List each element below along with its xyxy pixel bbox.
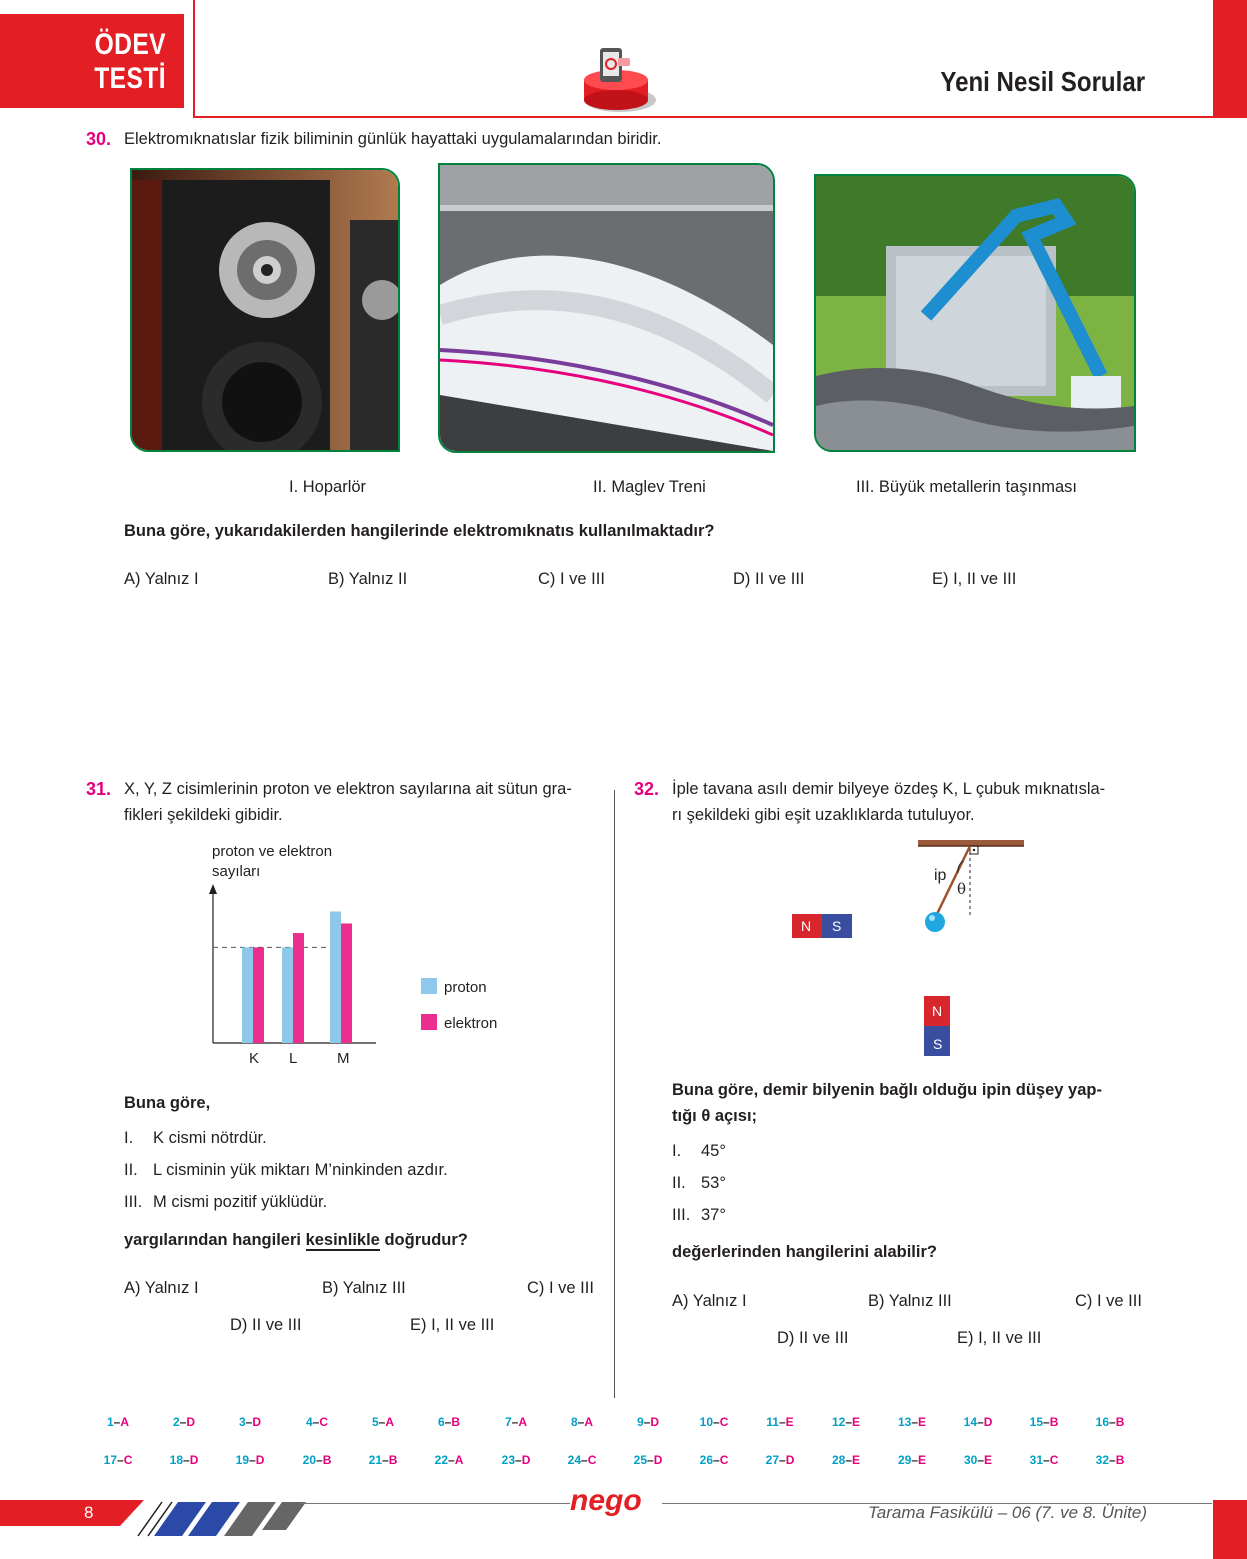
answer-key-item bbox=[164, 1415, 204, 1429]
y-axis-arrow-icon bbox=[209, 884, 217, 894]
answer-key-number: 15 bbox=[1029, 1415, 1043, 1429]
answer-key-number: 8 bbox=[570, 1415, 578, 1429]
q31-statement-1-num: I. bbox=[124, 1129, 134, 1147]
answer-key-item bbox=[1090, 1453, 1130, 1467]
bar-chart bbox=[200, 838, 540, 1070]
q31-ask-pre: yargılarından hangileri bbox=[124, 1231, 301, 1249]
answer-key-item bbox=[760, 1415, 800, 1429]
answer-key-letter: D bbox=[186, 1415, 196, 1429]
test-badge bbox=[0, 14, 184, 108]
q31-statement-3 bbox=[124, 1189, 327, 1215]
answer-key-number: 22 bbox=[434, 1453, 448, 1467]
answer-key-item bbox=[562, 1415, 602, 1429]
speaker-illustration bbox=[132, 170, 398, 450]
answer-key-dash: – bbox=[779, 1453, 786, 1467]
answer-key-dash: – bbox=[845, 1453, 853, 1467]
answer-key-number: 27 bbox=[765, 1453, 779, 1467]
answer-key-number: 11 bbox=[766, 1415, 779, 1429]
answer-key-letter: E bbox=[852, 1415, 861, 1429]
magnet-k-n-label: N bbox=[801, 918, 812, 934]
answer-key-item bbox=[98, 1453, 138, 1467]
q31-statement-3-text: M cismi pozitif yüklüdür. bbox=[153, 1193, 328, 1211]
answer-key-letter: B bbox=[1115, 1415, 1125, 1429]
question-31-ask bbox=[124, 1227, 468, 1253]
answer-key-dash: – bbox=[249, 1453, 256, 1467]
question-31-lead: Buna göre, bbox=[124, 1094, 211, 1112]
iron-ball bbox=[925, 912, 945, 932]
answer-key-number: 12 bbox=[831, 1415, 846, 1429]
answer-key-dash: – bbox=[113, 1415, 121, 1429]
question-32-stem-line1: İple tavana asılı demir bilyeye özdeş K, L çubuk mıknatısla- bbox=[672, 780, 1106, 798]
answer-key-item bbox=[892, 1415, 932, 1429]
answer-key-dash: – bbox=[977, 1453, 985, 1467]
answer-key-letter: E bbox=[785, 1415, 794, 1429]
answer-key-letter: C bbox=[123, 1453, 133, 1467]
answer-key-letter: B bbox=[388, 1453, 398, 1467]
answer-key-dash: – bbox=[1109, 1453, 1116, 1467]
q31-statement-1 bbox=[124, 1125, 267, 1151]
answer-key-number: 20 bbox=[302, 1453, 316, 1467]
answer-key-item bbox=[1090, 1415, 1130, 1429]
answer-key-number: 9 bbox=[636, 1415, 644, 1429]
bar-L-elektron bbox=[293, 933, 304, 1043]
answer-key-item bbox=[694, 1453, 734, 1467]
magnet-k-s-label: S bbox=[832, 918, 842, 934]
bar-K-proton bbox=[242, 947, 253, 1043]
question-30-ask: Buna göre, yukarıdakilerden hangilerinde elektromıknatıs kullanılmaktadır? bbox=[124, 522, 715, 540]
category-label-K: K bbox=[249, 1050, 260, 1067]
answer-key-dash: – bbox=[778, 1415, 786, 1429]
answer-key-item bbox=[628, 1415, 668, 1429]
question-31-stem-line1: X, Y, Z cisimlerinin proton ve elektron sayılarına ait sütun gra- bbox=[124, 780, 572, 798]
answer-key-item bbox=[1024, 1453, 1064, 1467]
answer-key-dash: – bbox=[1043, 1453, 1050, 1467]
answer-key-number: 25 bbox=[633, 1453, 647, 1467]
badge-line-2: TESTİ bbox=[94, 62, 166, 95]
magnet-pendulum-figure bbox=[780, 836, 1040, 1064]
answer-key-item bbox=[164, 1453, 204, 1467]
caption-maglev: II. Maglev Treni bbox=[593, 478, 706, 496]
answer-key-dash: – bbox=[312, 1415, 320, 1429]
q30-option-c[interactable]: C) I ve III bbox=[538, 570, 605, 588]
question-31-stem-line2: fikleri şekildeki gibidir. bbox=[124, 806, 283, 824]
answer-key-dash: – bbox=[378, 1415, 386, 1429]
answer-key-item bbox=[429, 1453, 469, 1467]
answer-key-item bbox=[1024, 1415, 1064, 1429]
answer-key-number: 21 bbox=[368, 1453, 382, 1467]
footer-red-bar bbox=[0, 1500, 120, 1526]
angle-label: θ bbox=[957, 880, 967, 898]
answer-key-letter: D bbox=[653, 1453, 663, 1467]
q31-ask-keyword: kesinlikle bbox=[305, 1231, 380, 1249]
answer-key-number: 2 bbox=[172, 1415, 180, 1429]
legend-swatch-elektron bbox=[421, 1014, 437, 1030]
q31-statement-2-text: L cisminin yük miktarı M’ninkinden azdır. bbox=[153, 1161, 448, 1179]
answer-key-letter: C bbox=[587, 1453, 597, 1467]
q31-statement-1-text: K cismi nötrdür. bbox=[153, 1129, 267, 1147]
answer-key-letter: B bbox=[322, 1453, 332, 1467]
answer-key-letter: E bbox=[984, 1453, 993, 1467]
answer-key-dash: – bbox=[577, 1415, 585, 1429]
q31-option-c[interactable]: C) I ve III bbox=[527, 1279, 594, 1297]
answer-key-dash: – bbox=[845, 1415, 853, 1429]
answer-key-number: 31 bbox=[1029, 1453, 1043, 1467]
answer-key-number: 3 bbox=[238, 1415, 246, 1429]
photo-speaker bbox=[130, 168, 400, 452]
photo-maglev-train bbox=[438, 163, 775, 453]
q32-option-a[interactable]: A) Yalnız I bbox=[672, 1292, 747, 1310]
answer-key-number: 24 bbox=[567, 1453, 581, 1467]
q32-statement-1-text: 45° bbox=[701, 1142, 726, 1160]
legend-label-elektron: elektron bbox=[444, 1015, 498, 1032]
question-number-32: 32. bbox=[634, 779, 660, 799]
magnet-l-s-label: S bbox=[933, 1036, 943, 1052]
q32-statement-3 bbox=[672, 1202, 726, 1228]
bar-K-elektron bbox=[253, 947, 264, 1043]
answer-key-letter: D bbox=[189, 1453, 199, 1467]
answer-key-dash: – bbox=[1109, 1415, 1116, 1429]
answer-key-item bbox=[297, 1415, 337, 1429]
answer-key-item bbox=[826, 1415, 866, 1429]
q31-option-d[interactable]: D) II ve III bbox=[230, 1316, 302, 1334]
answer-key-number: 13 bbox=[897, 1415, 912, 1429]
answer-key-dash: – bbox=[911, 1453, 919, 1467]
column-divider bbox=[614, 790, 615, 1398]
answer-key-letter: C bbox=[719, 1415, 729, 1429]
answer-key-dash: – bbox=[382, 1453, 389, 1467]
answer-key-letter: B bbox=[1049, 1415, 1059, 1429]
q32-statement-2-text: 53° bbox=[701, 1174, 726, 1192]
answer-key-dash: – bbox=[448, 1453, 455, 1467]
q32-statement-3-text: 37° bbox=[701, 1206, 726, 1224]
magnet-l-n-label: N bbox=[932, 1003, 943, 1019]
question-number-30: 30. bbox=[86, 129, 112, 149]
answer-key-letter: A bbox=[120, 1415, 130, 1429]
bar-L-proton bbox=[282, 947, 293, 1043]
answer-key-item bbox=[958, 1453, 998, 1467]
q32-option-b[interactable]: B) Yalnız III bbox=[868, 1292, 952, 1310]
legend-label-proton: proton bbox=[444, 979, 487, 996]
question-32-ask-line1: Buna göre, demir bilyenin bağlı olduğu ipin düşey yap- bbox=[672, 1081, 1102, 1099]
ceiling bbox=[918, 840, 1024, 846]
crane-illustration bbox=[816, 176, 1134, 450]
answer-key-dash: – bbox=[911, 1415, 919, 1429]
answer-key-item bbox=[496, 1415, 536, 1429]
answer-key-letter: A bbox=[385, 1415, 395, 1429]
question-number-31: 31. bbox=[86, 779, 112, 799]
q31-ask-post: doğrudur? bbox=[384, 1231, 468, 1249]
answer-key-letter: A bbox=[518, 1415, 528, 1429]
q32-option-d[interactable]: D) II ve III bbox=[777, 1329, 849, 1347]
answer-key-item bbox=[496, 1453, 536, 1467]
answer-key-letter: D bbox=[983, 1415, 993, 1429]
footer-divider-left bbox=[300, 1503, 570, 1504]
answer-key-number: 29 bbox=[897, 1453, 912, 1467]
answer-key-dash: – bbox=[183, 1453, 190, 1467]
footer-series-title: Tarama Fasikülü – 06 (7. ve 8. Ünite) bbox=[867, 1503, 1147, 1522]
chart-ylabel-line2: sayıları bbox=[212, 863, 261, 880]
answer-key-number: 17 bbox=[103, 1453, 117, 1467]
caption-speaker: I. Hoparlör bbox=[289, 478, 367, 496]
bar-M-proton bbox=[330, 912, 341, 1043]
q32-option-c[interactable]: C) I ve III bbox=[1075, 1292, 1142, 1310]
answer-key-dash: – bbox=[713, 1453, 720, 1467]
answer-key-letter: D bbox=[650, 1415, 660, 1429]
photo-scrap-crane bbox=[814, 174, 1136, 452]
answer-key-dash: – bbox=[316, 1453, 323, 1467]
answer-key-letter: C bbox=[1049, 1453, 1059, 1467]
bar-M-elektron bbox=[341, 923, 352, 1043]
answer-key-dash: – bbox=[117, 1453, 124, 1467]
answer-key-dash: – bbox=[179, 1415, 187, 1429]
header-divider-horizontal bbox=[193, 116, 1213, 118]
answer-key-letter: C bbox=[319, 1415, 329, 1429]
answer-key-number: 18 bbox=[169, 1453, 183, 1467]
category-label-M: M bbox=[337, 1050, 350, 1067]
rope-label: ip bbox=[934, 867, 947, 884]
answer-key-dash: – bbox=[713, 1415, 720, 1429]
answer-key-letter: D bbox=[255, 1453, 265, 1467]
answer-key-item bbox=[297, 1453, 337, 1467]
q32-option-e[interactable]: E) I, II ve III bbox=[957, 1329, 1042, 1347]
answer-key-number: 26 bbox=[699, 1453, 713, 1467]
question-30-stem: Elektromıknatıslar fizik biliminin günlük hayattaki uygulamalarından biridir. bbox=[124, 130, 662, 148]
answer-key-letter: B bbox=[1115, 1453, 1125, 1467]
right-edge-bar bbox=[1213, 0, 1247, 118]
answer-key-number: 1 bbox=[106, 1415, 114, 1429]
q30-option-a[interactable]: A) Yalnız I bbox=[124, 570, 199, 588]
answer-key-item bbox=[826, 1453, 866, 1467]
chart-ylabel-line1: proton ve elektron bbox=[212, 843, 333, 860]
answer-key-item bbox=[230, 1453, 270, 1467]
answer-key-number: 5 bbox=[371, 1415, 379, 1429]
q30-option-b[interactable]: B) Yalnız II bbox=[328, 570, 408, 588]
answer-key-dash: – bbox=[444, 1415, 452, 1429]
q32-statement-1 bbox=[672, 1138, 726, 1164]
answer-key-number: 4 bbox=[305, 1415, 313, 1429]
chart-bars bbox=[242, 912, 352, 1043]
q32-statement-2-num: II. bbox=[672, 1174, 686, 1192]
answer-key-number: 28 bbox=[831, 1453, 846, 1467]
answer-key-item bbox=[429, 1415, 469, 1429]
answer-key-letter: E bbox=[918, 1415, 927, 1429]
answer-key-letter: C bbox=[719, 1453, 729, 1467]
q31-statement-3-num: III. bbox=[124, 1193, 143, 1211]
question-32-ask-end: değerlerinden hangilerini alabilir? bbox=[672, 1243, 937, 1261]
q31-statement-2 bbox=[124, 1157, 448, 1183]
answer-key-letter: B bbox=[451, 1415, 461, 1429]
answer-key-letter: A bbox=[584, 1415, 594, 1429]
q32-statement-2 bbox=[672, 1170, 726, 1196]
answer-key-number: 23 bbox=[501, 1453, 515, 1467]
q32-statement-1-num: I. bbox=[672, 1142, 682, 1160]
answer-key-number: 32 bbox=[1095, 1453, 1109, 1467]
answer-key-dash: – bbox=[245, 1415, 253, 1429]
answer-key-number: 30 bbox=[963, 1453, 978, 1467]
answer-key-dash: – bbox=[643, 1415, 651, 1429]
badge-line-1: ÖDEV bbox=[94, 28, 166, 61]
q30-option-e[interactable]: E) I, II ve III bbox=[932, 570, 1017, 588]
answer-key-item bbox=[363, 1415, 403, 1429]
answer-key-number: 16 bbox=[1095, 1415, 1109, 1429]
q31-option-e[interactable]: E) I, II ve III bbox=[410, 1316, 495, 1334]
question-32-ask-line2: tığı θ açısı; bbox=[672, 1107, 758, 1125]
answer-key-item bbox=[98, 1415, 138, 1429]
q31-option-b[interactable]: B) Yalnız III bbox=[322, 1279, 406, 1297]
q32-statement-3-num: III. bbox=[672, 1206, 691, 1224]
answer-key-dash: – bbox=[647, 1453, 654, 1467]
legend-swatch-proton bbox=[421, 978, 437, 994]
answer-key-letter: E bbox=[852, 1453, 861, 1467]
answer-key-dash: – bbox=[1043, 1415, 1050, 1429]
train-illustration bbox=[440, 165, 773, 451]
answer-key-item bbox=[562, 1453, 602, 1467]
page-number: 8 bbox=[84, 1503, 94, 1522]
answer-key-dash: – bbox=[977, 1415, 984, 1429]
footer-stripes-decoration bbox=[116, 1500, 306, 1540]
answer-key-item bbox=[892, 1453, 932, 1467]
answer-key-letter: D bbox=[785, 1453, 795, 1467]
answer-key-number: 6 bbox=[437, 1415, 445, 1429]
answer-key-item bbox=[363, 1453, 403, 1467]
question-32-stem-line2: rı şekildeki gibi eşit uzaklıklarda tutuluyor. bbox=[672, 806, 975, 824]
publisher-logo: nego bbox=[570, 1484, 642, 1517]
answer-key-number: 19 bbox=[235, 1453, 249, 1467]
q31-statement-2-num: II. bbox=[124, 1161, 138, 1179]
answer-key-letter: E bbox=[918, 1453, 927, 1467]
phone-podium-icon bbox=[578, 44, 662, 116]
answer-key-number: 10 bbox=[699, 1415, 713, 1429]
answer-key-dash: – bbox=[581, 1453, 588, 1467]
answer-key-number: 14 bbox=[963, 1415, 977, 1429]
answer-key-item bbox=[628, 1453, 668, 1467]
category-label-L: L bbox=[289, 1050, 298, 1067]
answer-key-letter: A bbox=[454, 1453, 464, 1467]
answer-key-letter: D bbox=[252, 1415, 262, 1429]
section-title: Yeni Nesil Sorular bbox=[940, 66, 1145, 97]
q31-option-a[interactable]: A) Yalnız I bbox=[124, 1279, 199, 1297]
answer-key-letter: D bbox=[521, 1453, 531, 1467]
right-edge-bar-bottom bbox=[1213, 1500, 1247, 1559]
answer-key-number: 7 bbox=[504, 1415, 512, 1429]
answer-key-item bbox=[958, 1415, 998, 1429]
answer-key-dash: – bbox=[511, 1415, 519, 1429]
answer-key-item bbox=[694, 1415, 734, 1429]
header-divider-vertical bbox=[193, 0, 195, 118]
caption-metal-transport: III. Büyük metallerin taşınması bbox=[856, 478, 1078, 496]
q30-option-d[interactable]: D) II ve III bbox=[733, 570, 805, 588]
chart-category-labels bbox=[249, 1050, 350, 1067]
answer-key-dash: – bbox=[515, 1453, 522, 1467]
answer-key-item bbox=[230, 1415, 270, 1429]
answer-key-item bbox=[760, 1453, 800, 1467]
